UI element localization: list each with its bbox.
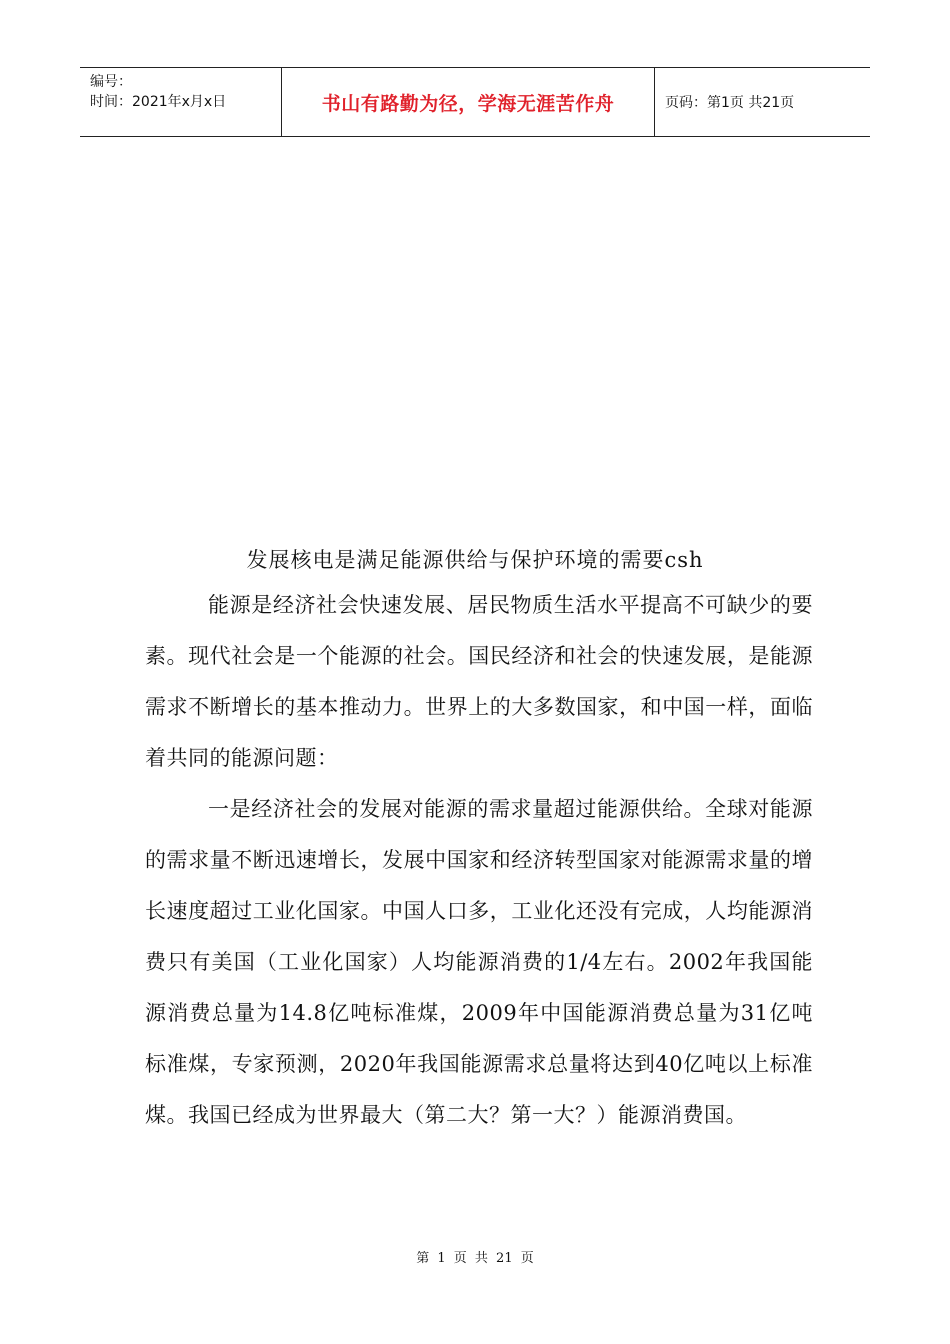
header-motto: 书山有路勤为径，学海无涯苦作舟 (282, 68, 655, 136)
document-body (145, 580, 813, 1141)
page-footer: 第 1 页 共 21 页 (416, 1251, 534, 1266)
page-header (80, 67, 870, 137)
paragraph: 能源是经济社会快速发展、居民物质生活水平提高不可缺少的要素。现代社会是一个能源的社会。国民经济和社会的快速发展，是能源需求不断增长的基本推动力。世界上的大多数国家，和中国一样，面临着共同的能源问题： (145, 593, 813, 770)
document-title: 发展核电是满足能源供给与保护环境的需要csh (246, 548, 704, 572)
time-label: 时间：2021年x月x日 (90, 94, 227, 110)
number-label: 编号： (90, 74, 132, 90)
header-info-cell (80, 68, 282, 136)
header-page-info: 页码：第1页 共21页 (665, 95, 795, 111)
paragraph: 一是经济社会的发展对能源的需求量超过能源供给。全球对能源的需求量不断迅速增长，发展中国家和经济转型国家对能源需求量的增长速度超过工业化国家。中国人口多，工业化还没有完成，人均能源消费只有美国（工业化国家）人均能源消费的1/4左右。2002年我国能源消费总量为14.8亿吨标准煤，2009年中国能源消费总量为31亿吨标准煤，专家预测，2020年我国能源需求总量将达到40亿吨以上标准煤。我国已经成为世界最大（第二大？第一大？）能源消费国。 (145, 797, 813, 1127)
